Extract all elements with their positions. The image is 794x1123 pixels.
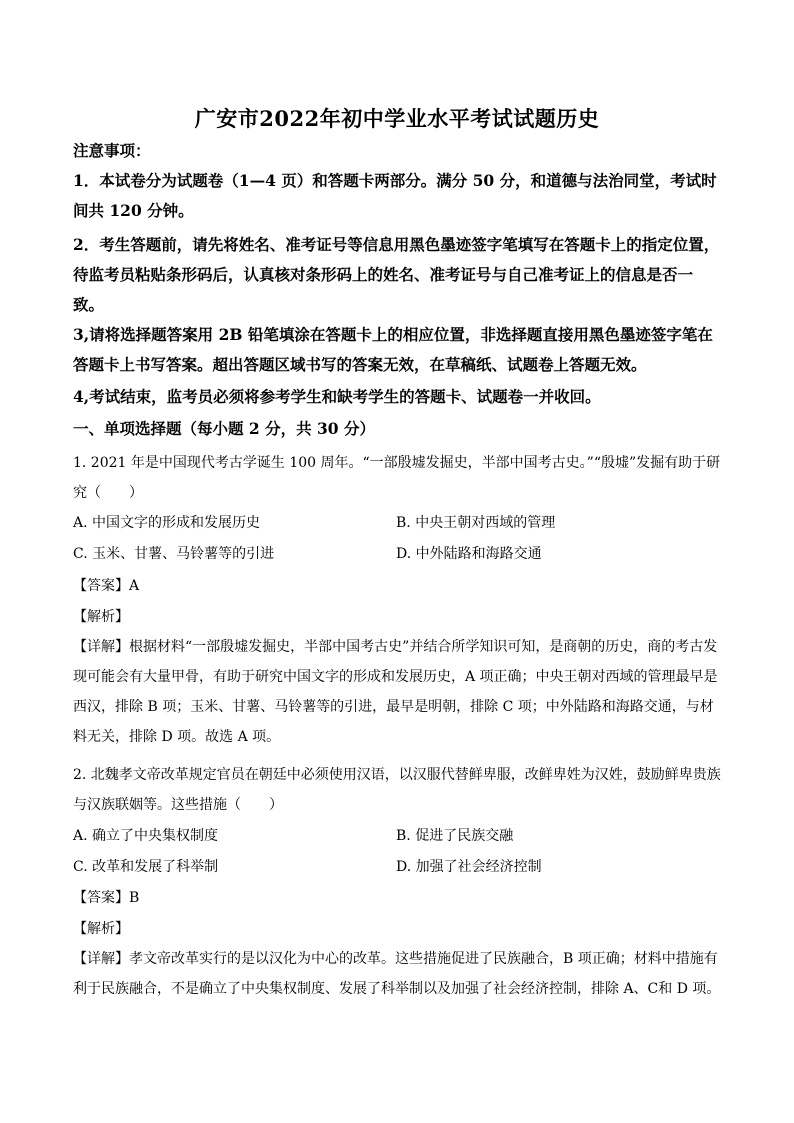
question-2-detail: 【详解】孝文帝改革实行的是以汉化为中心的改革。这些措施促进了民族融合，B 项正确；材料中措施有利于民族融合，不是确立了中央集权制度、发展了科举制以及加强了社会经济控制，排除 A、C和 D 项。: [73, 951, 721, 997]
question-2-analysis-label: 【解析】: [73, 921, 129, 937]
notice-item-2: 2．考生答题前，请先将姓名、准考证号等信息用黑色墨迹签字笔填写在答题卡上的指定位置，待监考员粘贴条形码后，认真核对条形码上的姓名、准考证号与自己准考证上的信息是否一致。: [73, 235, 720, 314]
question-1-option-c: C. 玉米、甘薯、马铃薯等的引进: [73, 546, 275, 562]
question-2-option-b: B. 促进了民族交融: [396, 828, 514, 844]
notice-item-3: 3,请将选择题答案用 2B 铅笔填涂在答题卡上的相应位置，非选择题直接用黑色墨迹签字笔在答题卡上书写答案。超出答题区域书写的答案无效，在草稿纸、试题卷上答题无效。: [73, 325, 713, 374]
question-2-stem: 2. 北魏孝文帝改革规定官员在朝廷中必须使用汉语，以汉服代替鲜卑服，改鲜卑姓为汉姓，鼓励鲜卑贵族与汉族联姻等。这些措施（ ）: [73, 767, 721, 813]
question-2-option-a: A. 确立了中央集权制度: [73, 828, 219, 844]
notice-item-4: 4,考试结束，监考员必须将参考学生和缺考学生的答题卡、试题卷一并收回。: [73, 387, 601, 406]
question-1-analysis-label: 【解析】: [73, 609, 129, 625]
question-1-stem: 1. 2021 年是中国现代考古学诞生 100 周年。“一部殷墟发掘史，半部中国考古史。”“殷墟”发掘有助于研究（ ）: [73, 455, 721, 501]
notice-heading: 注意事项：: [73, 141, 151, 160]
question-2-option-d: D. 加强了社会经济控制: [396, 859, 542, 875]
question-1-detail: 【详解】根据材料“一部殷墟发掘史，半部中国考古史”并结合所学知识可知，是商朝的历史，商的考古发现可能会有大量甲骨，有助于研究中国文字的形成和发展历史，A 项正确；中央王朝对西域的管理最早是西汉，排除 B 项；玉米、甘薯、马铃薯等的引进，最早是明朝，排除 C 项；中外陆路和海路交通，与材料无关，排除 D 项。故选 A 项。: [73, 639, 718, 745]
question-1-option-d: D. 中外陆路和海路交通: [396, 546, 542, 562]
page-title: 广安市2022年初中学业水平考试试题历史: [194, 106, 600, 131]
question-1-option-a: A. 中国文字的形成和发展历史: [73, 515, 261, 531]
question-1-answer: 【答案】A: [73, 578, 140, 594]
section-heading: 一、单项选择题（每小题 2 分，共 30 分）: [73, 419, 375, 438]
question-1-option-b: B. 中央王朝对西域的管理: [396, 515, 556, 531]
question-2-answer: 【答案】B: [73, 890, 140, 906]
notice-item-1: 1．本试卷分为试题卷（1—4 页）和答题卡两部分。满分 50 分，和道德与法治同堂，考试时间共 120 分钟。: [73, 171, 717, 220]
question-2-option-c: C. 改革和发展了科举制: [73, 859, 219, 875]
